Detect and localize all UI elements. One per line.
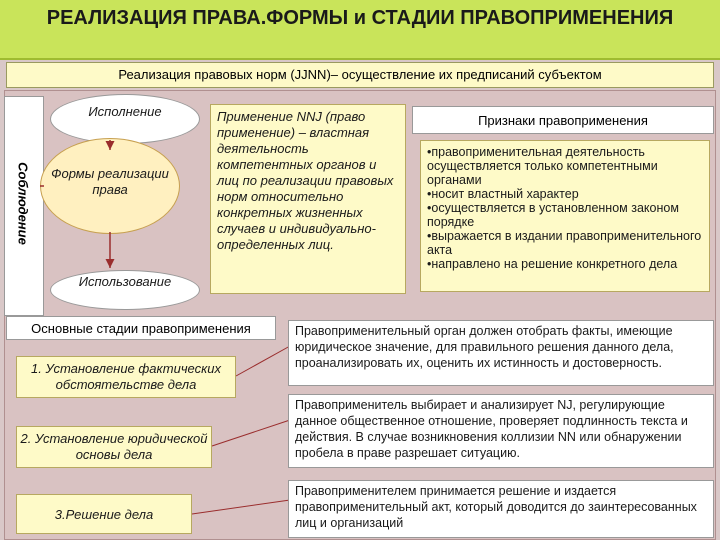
sign-item: •направлено на решение конкретного дела [427, 257, 678, 271]
signs-list [420, 140, 710, 292]
soblyudenie-label: Соблюдение [15, 162, 31, 245]
application-definition: Применение NNJ (право применение) – властная деятельность компетентных органов и лиц по реализации правовых норм относительно конкретных жизненных случаев и индивидуально-определенных лиц. [210, 104, 406, 294]
ispolnenie-label: Исполнение [88, 104, 162, 119]
forms-center-label: Формы реализации права [51, 166, 169, 197]
stage-3-description: Правоприменителем принимается решение и издается правоприменительный акт, который доводится до заинтересованных лиц и организаций [288, 480, 714, 538]
link-stage3 [192, 500, 290, 514]
sign-item: •носит властный характер [427, 187, 579, 201]
link-stage1 [236, 346, 290, 376]
signs-header: Признаки правоприменения [412, 106, 714, 134]
stage-1: 1. Установление фактических обстоятельстве дела [16, 356, 236, 398]
stages-header: Основные стадии правоприменения [6, 316, 276, 340]
sign-item: •правоприменительная деятельность осуществляется только компетентными органами [427, 145, 658, 187]
link-stage2 [212, 420, 290, 446]
stage-3: 3.Решение дела [16, 494, 192, 534]
stage-1-description: Правоприменительный орган должен отобрать факты, имеющие юридическое значение, для правильного решения данного дела, проанализировать их, оценить их истинность и достоверность. [288, 320, 714, 386]
sign-item: •осуществляется в установленном законом порядке [427, 201, 679, 229]
ispolzovanie-label: Использование [78, 274, 172, 289]
sign-item: •выражается в издании правоприменительного акта [427, 229, 702, 257]
stage-2: 2. Установление юридической основы дела [16, 426, 212, 468]
page-title: РЕАЛИЗАЦИЯ ПРАВА.ФОРМЫ и СТАДИИ ПРАВОПРИМЕНЕНИЯ [0, 0, 720, 60]
subtitle: Реализация правовых норм (JJNN)– осуществление их предписаний субъектом [6, 62, 714, 88]
stage-2-description: Правоприменитель выбирает и анализирует NJ, регулирующие данное общественное отношение, проверяет подлинность текста и действия. В случае возникновения коллизии NN или обнаружении пробела в праве разрешает ситуацию. [288, 394, 714, 468]
